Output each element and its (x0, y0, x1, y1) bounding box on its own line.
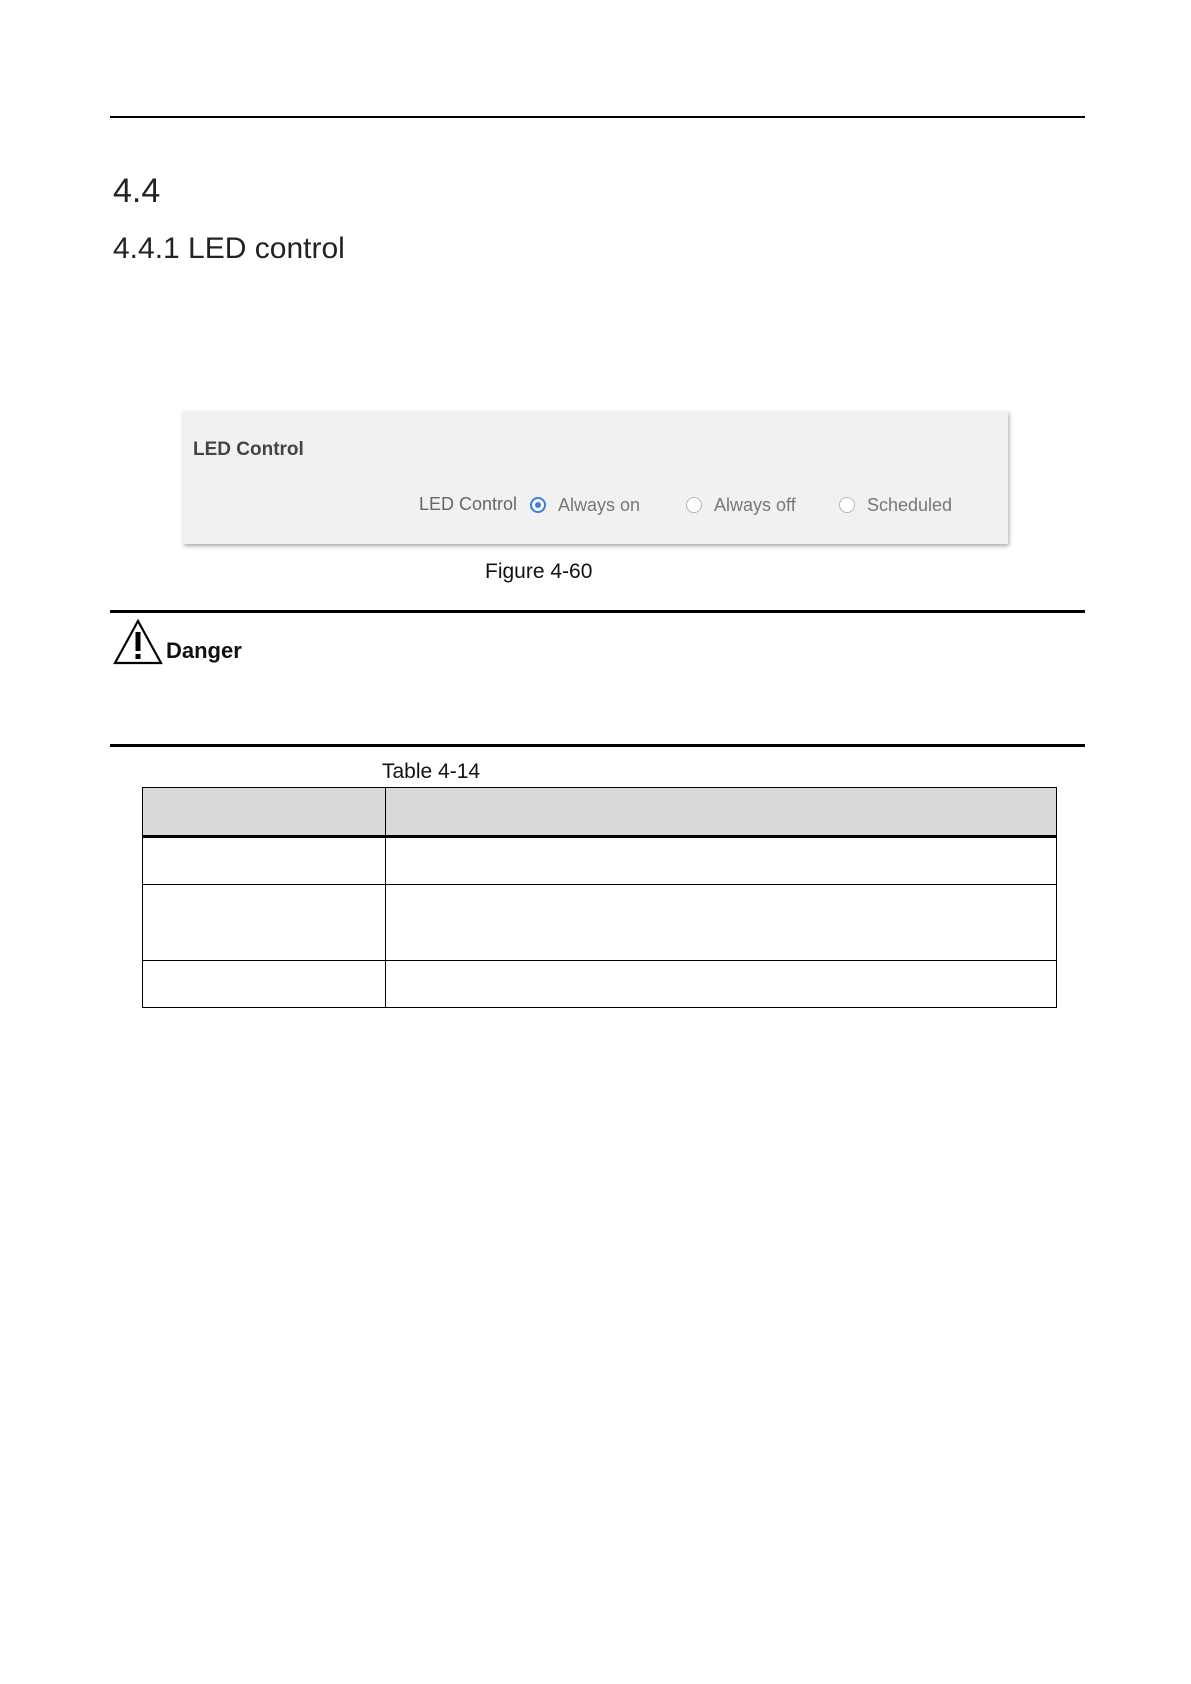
table-row (143, 961, 1057, 1008)
header-rule (110, 116, 1085, 118)
table-cell (386, 885, 1057, 961)
danger-notice (113, 619, 242, 665)
radio-unchecked-icon (839, 497, 855, 513)
table-header-cell (143, 788, 386, 837)
radio-checked-icon (530, 497, 546, 513)
subsection-heading: 4.4.1 LED control (113, 232, 345, 265)
radio-unchecked-icon (686, 497, 702, 513)
radio-label: Always on (558, 494, 641, 515)
radio-scheduled[interactable] (839, 494, 952, 516)
danger-label: Danger (166, 638, 242, 663)
notice-bottom-rule (110, 744, 1085, 747)
table-cell (143, 885, 386, 961)
figure-caption: Figure 4-60 (485, 560, 593, 583)
radio-always-off[interactable] (686, 494, 796, 516)
led-control-panel-title: LED Control (193, 439, 304, 460)
table-caption: Table 4-14 (382, 760, 481, 783)
table-cell (386, 837, 1057, 885)
table-row (143, 885, 1057, 961)
notice-top-rule (110, 610, 1085, 613)
table-cell (143, 961, 386, 1008)
radio-label: Always off (714, 494, 796, 515)
radio-label: Scheduled (867, 494, 953, 515)
table-cell (143, 837, 386, 885)
warning-triangle-icon (113, 619, 163, 665)
table-row (143, 837, 1057, 885)
section-heading: 4.4 (113, 172, 161, 210)
led-control-screenshot (183, 411, 1008, 544)
radio-always-on[interactable] (530, 494, 640, 516)
parameter-table (142, 787, 1057, 1008)
led-control-field-label: LED Control (419, 494, 518, 514)
table-header-cell (386, 788, 1057, 837)
table-cell (386, 961, 1057, 1008)
table-header-row (143, 788, 1057, 837)
